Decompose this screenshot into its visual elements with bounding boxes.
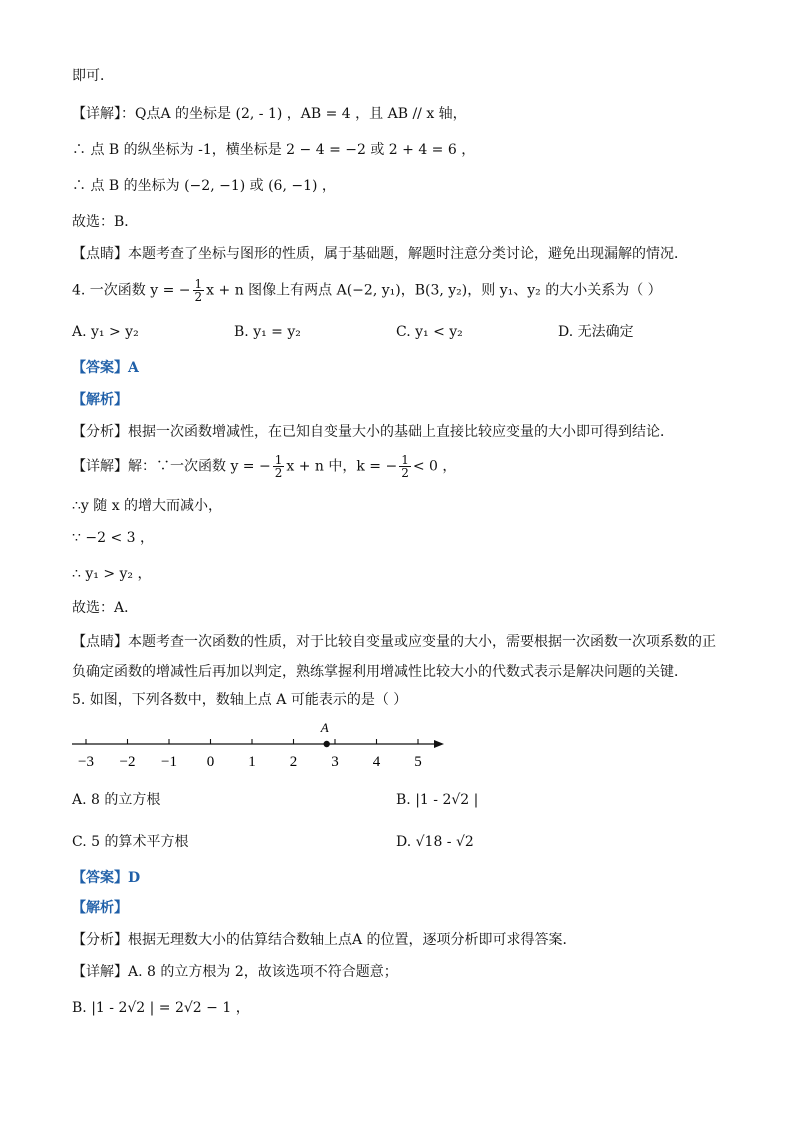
analysis-4: 【分析】根据一次函数增减性，在已知自变量大小的基础上直接比较应变量的大小即可得到结论．: [72, 424, 674, 440]
detail-5: 【详解】A. 8 的立方根为 2，故该选项不符合题意；: [72, 964, 398, 980]
tick-label: 5: [414, 754, 422, 770]
tick-label: 1: [248, 754, 256, 770]
point-a: [324, 741, 330, 747]
question-5: 5. 如图，下列各数中，数轴上点 A 可能表示的是（ ）: [72, 692, 408, 708]
analysis-5: 【分析】根据无理数大小的估算结合数轴上点A 的位置，逐项分析即可求得答案．: [72, 932, 577, 948]
tick-label: −3: [78, 754, 94, 770]
answer-5: 【答案】D: [72, 870, 141, 886]
tick-label: 4: [372, 754, 381, 770]
question-4: [72, 278, 662, 303]
tick-label: −1: [161, 754, 177, 770]
detail-4-line-5: 故选：A．: [72, 600, 139, 616]
number-line-figure: [68, 718, 468, 778]
q4-post: x + n 图像上有两点 A(−2, y₁)，B(3, y₂)，则 y₁、y₂ 的大小关系为（ ）: [206, 282, 662, 299]
detail-4-line-2: ∴y 随 x 的增大而减小，: [72, 498, 223, 514]
q5-option-c: C. 5 的算术平方根: [72, 834, 189, 850]
point-a-label: A: [320, 720, 329, 735]
detail-4-line-4: ∴ y₁ > y₂ ，: [72, 566, 152, 582]
text-line-2: 【详解】：Q点A 的坐标是 (2, - 1) ，AB = 4 ，且 AB // x 轴，: [72, 106, 467, 122]
detail-4: 【详解】解：∵一次函数 y = − $\frac{1}{2}$ x + n 中，k = − $\frac{1}{2}$ < 0 ，: [72, 453, 457, 480]
q5-option-b: B. |1 - 2√2 |: [396, 792, 479, 808]
text-line-3: ∴ 点 B 的纵坐标为 -1，横坐标是 2 − 4 = −2 或 2 + 4 = 6 ，: [72, 142, 476, 158]
q4-option-a: A. y₁ > y₂: [72, 324, 139, 340]
text-line-1: 即可．: [72, 68, 114, 84]
comment-4-line-2: 负确定函数的增减性后再加以判定，熟练掌握利用增减性比较大小的代数式表示是解决问题的关键．: [72, 664, 688, 680]
tick-label: 3: [331, 754, 339, 770]
analysis-4-heading: 【解析】: [72, 392, 128, 408]
comment-4-line-1: 【点睛】本题考查一次函数的性质，对于比较自变量或应变量的大小，需要根据一次函数一次项系数的正: [72, 634, 716, 650]
answer-4: 【答案】A: [72, 360, 139, 376]
number-line-arrow: [434, 740, 444, 748]
q4-option-b: B. y₁ = y₂: [234, 324, 301, 340]
q4-option-d: D. 无法确定: [558, 324, 634, 340]
detail-5-line-b: B. |1 - 2√2 | = 2√2 − 1 ，: [72, 1000, 250, 1016]
q5-option-a: A. 8 的立方根: [72, 792, 161, 808]
q4-pre: 4. 一次函数 y = −: [72, 282, 191, 299]
text-line-4: ∴ 点 B 的坐标为 (−2, −1) 或 (6, −1) ，: [72, 178, 336, 194]
q5-option-d: D. √18 - √2: [396, 834, 474, 850]
q4-fraction: $\frac{1}{2}$: [194, 277, 203, 304]
analysis-5-heading: 【解析】: [72, 900, 128, 916]
text-line-5: 故选：B．: [72, 214, 139, 230]
detail-4-line-3: ∵ −2 < 3 ，: [72, 530, 154, 546]
text-line-6: 【点睛】本题考查了坐标与图形的性质，属于基础题，解题时注意分类讨论，避免出现漏解的情况．: [72, 246, 688, 262]
q4-option-c: C. y₁ < y₂: [396, 324, 463, 340]
tick-label: −2: [119, 754, 136, 770]
tick-label: 2: [289, 754, 298, 770]
tick-label: 0: [206, 754, 215, 770]
